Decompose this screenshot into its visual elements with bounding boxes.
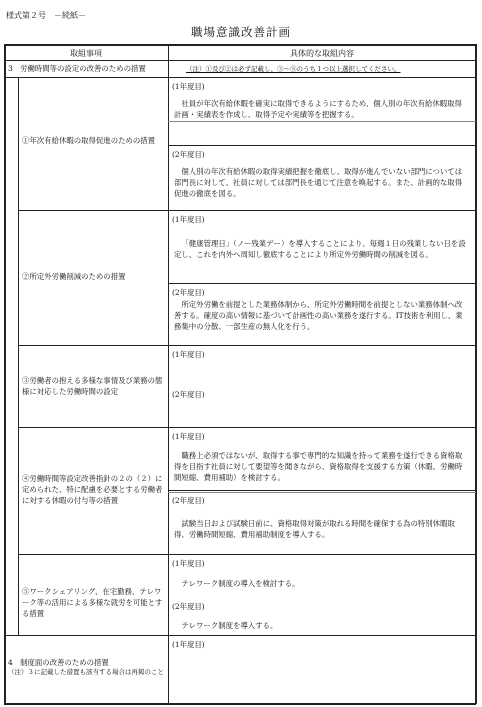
item-5-year1-text: テレワーク制度の導入を検討する。 xyxy=(181,579,300,588)
col-header-details: 具体的な取組内容 xyxy=(290,49,354,58)
item-4-year1-label: (1年度目) xyxy=(172,432,205,441)
item-5-year2-label: (2年度目) xyxy=(172,602,205,611)
item-2-year2-label: (2年度目) xyxy=(172,288,205,297)
item-4-year1-text: 職務上必須ではないが、取得する事で専門的な知識を持って業務を遂行できる資格取得を目指す社員に対して要望等を聞きながら、資格取得を支援する方策（休暇、労働時間短縮、費用補助）を検討する。 xyxy=(174,451,463,483)
item-5-year2-text: テレワーク制度を導入する。 xyxy=(181,621,278,630)
item-1-year2-text: 個人別の年次有給休暇の取得実績把握を徹底し、取得が進んでいない部門については部門長に対して、社員に対しては部門長を通じて注意を喚起する。また、計画的な取得促進の徹底を図る。 xyxy=(174,167,463,199)
item-4-year2-label: (2年度目) xyxy=(172,496,205,505)
section4-year1-label: (1年度目) xyxy=(172,640,205,649)
item-5-year1-label: (1年度目) xyxy=(172,559,205,568)
item-3-label: ③労働者の抱える多様な事情及び業務の態様に対応した労働時間の設定 xyxy=(22,376,163,396)
item-1-year1-text: 社員が年次有給休暇を確実に取得できるようにするため、個人別の年次有給休暇取得計画・実績表を作成し、取得予定や実績等を把握する。 xyxy=(174,99,462,120)
form-number: 様式第２号 －続紙－ xyxy=(6,11,86,20)
item-5-label: ⑤ワークシェアリング、在宅勤務、テレワーク等の活用による多様な就労を可能とする措置 xyxy=(22,587,163,618)
item-4-year2-text: 試験当日および試験日前に、資格取得対策が取れる時間を確保する為の特別休暇取得、労働時間短縮、費用補助制度を導入する。 xyxy=(174,519,455,540)
item-1-year1-label: (1年度目) xyxy=(172,82,205,91)
item-1-label: ①年次有給休暇の取得促進のための措置 xyxy=(22,136,156,145)
col-header-items: 取組事項 xyxy=(70,49,102,58)
section3-label: 3 労働時間等の設定の改善のための措置 xyxy=(8,64,146,73)
section4-note: （注）３に記載した措置も該当する場合は再掲のこと xyxy=(8,668,164,676)
item-2-year2-text: 所定外労働を前提とした業務体制から、所定外労働時間を前提としない業務体制へ改善する。確度の高い情報に基づいて計画性の高い業務を遂行する。IT技術を利用し、業務集中の分散、一部生産の無人化を行う。 xyxy=(174,300,463,332)
item-2-year1-text: 「健康管理日」（ノー残業デー）を導入することにより、毎週１日の残業しない日を設定し、これを内外へ周知し徹底することにより所定外労働時間の削減を図る。 xyxy=(174,239,466,260)
item-3-year1-label: (1年度目) xyxy=(172,350,205,359)
page-title: 職場意識改善計画 xyxy=(191,25,291,39)
item-4-label: ④労働時間等設定改善指針の２の（２）に定められた、特に配慮を必要とする労働者に対する休暇の付与等の措置 xyxy=(22,474,163,505)
item-3-year2-label: (2年度目) xyxy=(172,390,205,399)
section4-label: 4 制度面の改善のための措置 xyxy=(8,658,109,667)
item-2-label: ②所定外労働削減のための措置 xyxy=(22,272,126,281)
item-2-year1-label: (1年度目) xyxy=(172,215,205,224)
item-1-year2-label: (2年度目) xyxy=(172,150,205,159)
section3-note: （注）①及び②は必ず記載し、③～⑤のうち１つ以上選択してください。 xyxy=(186,65,401,73)
